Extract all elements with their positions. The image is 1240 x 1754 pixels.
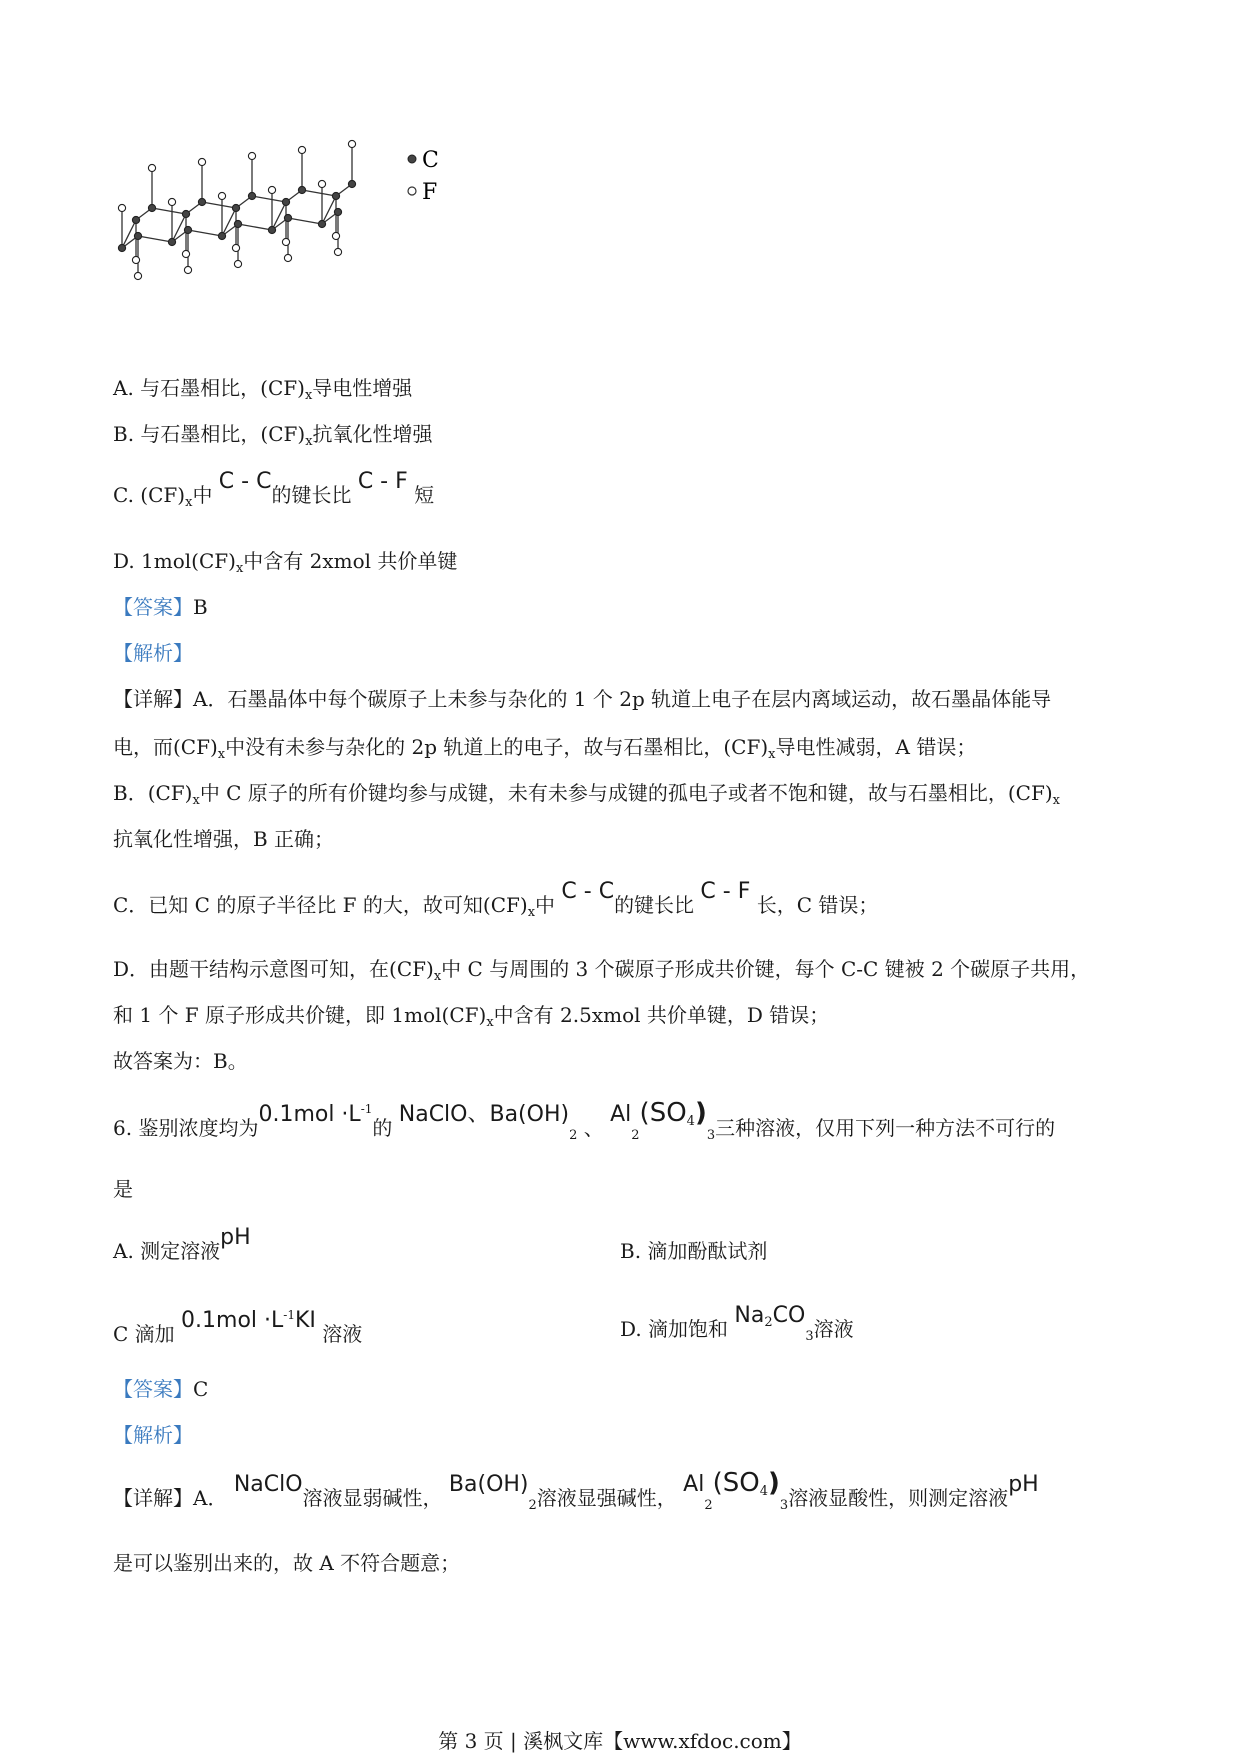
carbon-atom [234,220,241,227]
q6-option-a: A. 测定溶液pH [113,1225,251,1263]
q5-detail-b-line1: B．$(CF)_x$中 C 原子的所有价键均参与成键，未有未参与成键的孤电子或者不饱和键，故与石墨相比，$(CF)_x$ [113,781,1060,808]
carbon-atom [334,208,341,215]
carbon-atom [218,232,225,239]
q6-detail-line2: 是可以鉴别出来的，故 A 不符合题意； [113,1551,461,1575]
q5-option-a: A. 与石墨相比，$(CF)_x$导电性增强 [113,376,413,403]
q6-option-d: D. 滴加饱和 $Na^2CO_3$溶液 [620,1303,854,1344]
bond-line [222,208,236,236]
bond-line [252,196,286,202]
carbon-atom [118,244,125,251]
legend-carbon-label: C [422,148,439,173]
bond-line [122,220,136,248]
figure-legend [408,148,439,205]
cf-structure-figure [110,100,530,320]
fluorine-atom [218,192,225,199]
fluorine-atom [334,248,341,255]
fluorine-atom [318,180,325,187]
carbon-atom [282,198,289,205]
q5-conclusion: 故答案为：B。 [113,1049,248,1073]
carbon-atom [348,180,355,187]
bond-cf: C - F [357,469,408,494]
q6-stem-line1: 6. 鉴别浓度均为$0.1mol \cdot L^{-1}$的 NaClO、$Ba(OH)_2$ 、 $Al_2(SO^4)_3$三种溶液，仅用下列一种方法不可行的 [113,1098,1056,1143]
bond-line [288,218,322,224]
q6-stem-line2: 是 [113,1177,133,1201]
fluorine-atom [184,266,191,273]
fluorine-atom [198,158,205,165]
bond-line [152,208,186,214]
q5-option-d: D. $1mol(CF)_x$中含有 2xmol 共价单键 [113,549,458,576]
answer-tag: 【答案】 [113,595,193,619]
fluorine-atom [284,254,291,261]
q5-answer: 【答案】B [113,595,208,619]
q6-analysis-tag: 【解析】 [113,1423,193,1447]
q6-option-c: C 滴加 $0.1mol \cdot L^{-1}KI$ 溶液 [113,1308,363,1346]
fluorine-atom [234,260,241,267]
fluorine-atom [168,198,175,205]
carbon-atom [132,216,139,223]
q5-option-c: C. $(CF)_x$中 C - C的键长比 C - F 短 [113,469,435,510]
bond-line [172,214,186,242]
fluorine-atom [248,152,255,159]
bond-line [202,202,236,208]
carbon-atom [318,220,325,227]
bond-line [138,236,172,242]
q5-detail-d-line1: D．由题干结构示意图可知，在$(CF)_x$中 C 与周围的 3 个碳原子形成共价键，每个 C-C 键被 2 个碳原子共用， [113,957,1091,984]
carbon-atom [198,198,205,205]
fluorine-atom [232,244,239,251]
bond-line [238,224,272,230]
bond-line [302,190,336,196]
carbon-atom [134,232,141,239]
carbon-atom [332,192,339,199]
fluorine-atom [134,272,141,279]
bond-cc: C - C [218,469,272,494]
legend-fluorine-label: F [422,180,438,205]
q6-option-b: B. 滴加酚酞试剂 [620,1239,768,1263]
carbon-atom [232,204,239,211]
fluorine-atom [118,204,125,211]
carbon-atom [184,226,191,233]
fluorine-atom [132,256,139,263]
q5-detail-d-line2: 和 1 个 F 原子形成共价键，即 $1mol(CF)_x$中含有 2.5xmol 共价单键，D 错误； [113,1003,830,1030]
q5-detail-c: C．已知 C 的原子半径比 F 的大，故可知$(CF)_x$中 C - C的键长比 C - F 长，C 错误； [113,879,879,920]
carbon-atom [148,204,155,211]
bond-line [322,196,336,224]
q5-detail-a-line2: 电，而$(CF)_x$中没有未参与杂化的 2p 轨道上的电子，故与石墨相比，$(CF)_x$导电性减弱，A 错误； [113,735,977,762]
q5-option-b: B. 与石墨相比，$(CF)_x$抗氧化性增强 [113,422,433,449]
q5-detail-a-line1: 【详解】A．石墨晶体中每个碳原子上未参与杂化的 1 个 2p 轨道上电子在层内离域运动，故石墨晶体能导 [113,687,1052,711]
carbon-atom [298,186,305,193]
page-footer: 第 3 页 | 溪枫文库【www.xfdoc.com】 [438,1729,802,1753]
fluorine-atom [348,140,355,147]
legend-carbon-dot [408,155,416,163]
fluorine-atom [268,186,275,193]
legend-fluorine-dot [408,187,416,195]
fluorine-atom [282,238,289,245]
bond-line [272,202,286,230]
carbon-atom [268,226,275,233]
carbon-atom [182,210,189,217]
fluorine-atom [182,250,189,257]
fluorine-atom [332,232,339,239]
carbon-atom [284,214,291,221]
carbon-atom [248,192,255,199]
fluorine-atom [298,146,305,153]
q6-detail-line1: 【详解】A． NaClO溶液显弱碱性， $Ba(OH)_2$溶液显强碱性， $Al_2(SO^4)_3$溶液显酸性，则测定溶液pH [113,1468,1039,1513]
carbon-atom [168,238,175,245]
bond-line [188,230,222,236]
q5-analysis-tag: 【解析】 [113,641,193,665]
q6-answer: 【答案】C [113,1377,209,1401]
q5-detail-b-line2: 抗氧化性增强，B 正确； [113,827,335,851]
fluorine-atom [148,164,155,171]
